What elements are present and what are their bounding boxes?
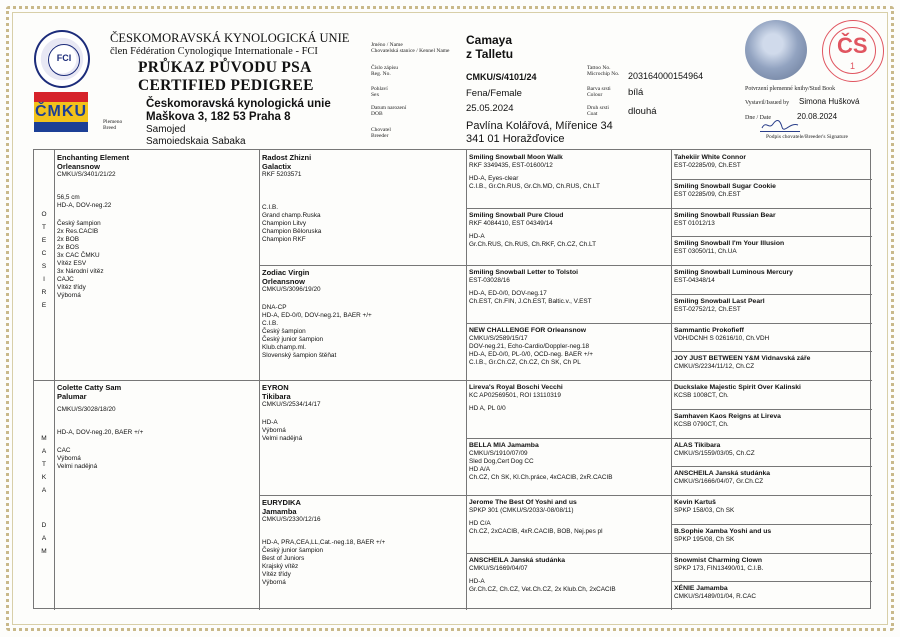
dog-detail-line: 3x CAC ČMKU bbox=[57, 252, 100, 259]
dog-detail-line: CMKU/S/1669/04/07 bbox=[469, 564, 528, 572]
side-letter: D bbox=[41, 522, 47, 529]
dog-name: ALAS Tikibara bbox=[674, 441, 721, 449]
cmku-logo bbox=[34, 92, 88, 132]
breeder-address-1: Pavlína Kolářová, Mířenice 34 bbox=[466, 120, 613, 132]
grid-hline-s15 bbox=[671, 581, 872, 582]
side-letter: O bbox=[41, 211, 47, 218]
dog-detail-line: HD-A, Eyes-clear bbox=[469, 175, 519, 182]
dog-detail-line: Český junior šampion bbox=[262, 547, 324, 554]
issue-date: 20.08.2024 bbox=[797, 112, 838, 121]
coat-value: dlouhá bbox=[628, 106, 657, 117]
dog-detail-line: HD C/A bbox=[469, 520, 491, 527]
side-letter: A bbox=[41, 487, 47, 494]
pedigree-cell bbox=[57, 153, 256, 378]
dog-detail-line: CAC bbox=[57, 447, 71, 454]
grid-hline-q1 bbox=[259, 265, 872, 266]
pedigree-cell bbox=[674, 469, 869, 493]
sex-value: Fena/Female bbox=[466, 88, 522, 99]
dog-detail-line: KCSB 1008CT, Ch. bbox=[674, 392, 729, 399]
dog-detail-line: Výborná bbox=[262, 579, 286, 586]
side-label-father bbox=[34, 208, 54, 312]
breed-label: Plemeno Breed bbox=[103, 119, 123, 131]
side-letter: A bbox=[41, 535, 47, 542]
fci-logo-text: FCI bbox=[56, 53, 72, 63]
grid-hline-e1 bbox=[466, 208, 872, 209]
pedigree-cell bbox=[674, 441, 869, 465]
dog-detail-line: Gr.Ch.CZ, Ch.CZ, Vet.Ch.CZ, 2x Klub.Ch, 2xCACIB bbox=[469, 585, 616, 593]
colour-label: Barva srsti Colour bbox=[587, 86, 611, 98]
dog-detail-line: DOV-neg.21, Echo-Cardio/Doppler-neg.18 bbox=[469, 342, 590, 350]
side-letter: M bbox=[41, 548, 47, 555]
dog-name: Smiling Snowball I'm Your Illusion bbox=[674, 240, 785, 248]
pedigree-cell bbox=[674, 239, 869, 263]
pedigree-cell bbox=[674, 211, 869, 235]
dog-detail-line: Vítěz třídy bbox=[57, 284, 86, 291]
pedigree-cell bbox=[674, 297, 869, 321]
grid-hline-s5 bbox=[671, 294, 872, 295]
title-english: CERTIFIED PEDIGREE bbox=[138, 77, 314, 94]
breed-cz: Samojed bbox=[146, 124, 186, 135]
dog-detail-line: HD-A, ED-0/0, DOV-neg.17 bbox=[469, 290, 547, 297]
dob-value: 25.05.2024 bbox=[466, 103, 514, 114]
dog-name: Colette Catty Sam bbox=[57, 383, 122, 392]
dog-name: Samhaven Kaos Reigns at Lireva bbox=[674, 412, 781, 420]
dog-name: JOY JUST BETWEEN Y&M Vidnavská záře bbox=[674, 355, 811, 363]
side-letter: T bbox=[42, 461, 46, 468]
side-letter: E bbox=[41, 237, 47, 244]
side-letter: C bbox=[41, 250, 47, 257]
pedigree-cell bbox=[674, 326, 869, 350]
issued-label: Vystavil/Issued by bbox=[745, 100, 790, 106]
coat-label: Druh srsti Coat bbox=[587, 105, 609, 117]
pedigree-cell bbox=[469, 556, 668, 609]
dog-detail-line: Ch.CZ, 2xCACIB, 4xR.CACIB, BOB, Nej.pes pl bbox=[469, 528, 603, 535]
dog-detail-line: HD A/A bbox=[469, 465, 490, 473]
dog-detail-line: SPKP 158/03, Ch SK bbox=[674, 507, 735, 514]
cmku-logo-blue-band bbox=[34, 122, 88, 132]
hologram-seal bbox=[745, 20, 807, 80]
pedigree-cell bbox=[674, 354, 869, 378]
dog-name: Enchanting Element bbox=[57, 153, 130, 162]
cmku-logo-text: ČMKU bbox=[35, 103, 87, 120]
dog-detail-line: EST-04348/14 bbox=[674, 277, 715, 284]
studbook-label: Potvrzení plemenné knihy/Stud Book bbox=[745, 86, 836, 92]
side-letter: S bbox=[41, 263, 47, 270]
grid-hline-s11 bbox=[671, 466, 872, 467]
dog-detail-line: HD-A bbox=[262, 419, 278, 426]
dog-kennel: Jamamba bbox=[262, 507, 297, 516]
dog-name: Tahekiir White Connor bbox=[674, 154, 746, 161]
dog-detail-line: CMKU/S/1910/07/09 bbox=[469, 449, 528, 457]
dog-detail-line: Vítěz třídy bbox=[262, 571, 291, 578]
dog-detail-line: Champion Litvy bbox=[262, 220, 307, 227]
dog-name: Lireva's Royal Boschi Vecchi bbox=[469, 384, 563, 391]
dog-detail-line: Gr.Ch.RUS, Ch.RUS, Ch.RKF, Ch.CZ, Ch.LT bbox=[469, 240, 597, 248]
union-address: Maškova 3, 182 53 Praha 8 bbox=[146, 111, 291, 123]
reg-number: CMKU/S/4101/24 bbox=[466, 72, 537, 82]
pedigree-cell bbox=[469, 326, 668, 379]
dog-detail-line: VDH/DCNH S 02616/10, Ch.VDH bbox=[674, 334, 770, 342]
dog-detail-line: C.I.B. bbox=[262, 320, 278, 327]
dog-detail-line: Výborná bbox=[57, 292, 81, 299]
pedigree-cell bbox=[674, 527, 869, 551]
side-letter: I bbox=[43, 276, 45, 283]
dog-name: ANSCHEILA Janská studánka bbox=[469, 556, 566, 564]
dog-detail-line: Vítěz ESV bbox=[57, 260, 87, 267]
pedigree-cell bbox=[674, 153, 869, 177]
dog-detail-line: SPKP 301 (CMKU/S/2033/-08/08/11) bbox=[469, 507, 574, 514]
breed-en: Samoiedskaia Sabaka bbox=[146, 136, 246, 147]
sex-label: Pohlaví Sex bbox=[371, 86, 388, 98]
dog-kennel: Tikibara bbox=[262, 392, 291, 401]
dog-name: Jerome The Best Of Yoshi and us bbox=[469, 499, 577, 506]
pedigree-cell bbox=[469, 441, 668, 494]
dog-detail-line: Champion RKF bbox=[262, 236, 306, 243]
studbook-stamp bbox=[822, 20, 884, 82]
dog-name: EYRON bbox=[262, 383, 289, 392]
stamp-glyph: ČS bbox=[837, 33, 868, 58]
dog-detail-line: SPKP 173, FIN13490/01, C.I.B. bbox=[674, 564, 764, 572]
dog-detail-line: CMKU/S/3028/18/20 bbox=[57, 406, 116, 413]
union-name: Českomoravská kynologická unie bbox=[146, 98, 331, 110]
side-label-mother bbox=[34, 432, 54, 558]
dog-detail-line: C.I.B., Gr.Ch.CZ, Ch.CZ, Ch SK, Ch PL bbox=[469, 358, 581, 366]
dog-detail-line: HD-A, ED-0/0, DOV-neg.21, BAER +/+ bbox=[262, 312, 372, 319]
dog-detail-line: DNA-CP bbox=[262, 304, 287, 311]
grid-hline-s9 bbox=[671, 409, 872, 410]
side-letter: M bbox=[41, 435, 47, 442]
dog-detail-line: 2x Res.CACIB bbox=[57, 228, 99, 235]
tattoo-label: Tattoo No. Microchip No. bbox=[587, 65, 620, 77]
dog-name: Camaya bbox=[466, 33, 513, 47]
dog-detail-line: Ch.CZ, Ch SK, Kl.Ch.práce, 4xCACIB, 2xR.CACIB bbox=[469, 473, 613, 481]
dob-label: Datum narození DOB bbox=[371, 105, 407, 117]
dog-detail-line: Sled Dog,Cert Dog CC bbox=[469, 457, 534, 465]
grid-hline-s7 bbox=[671, 351, 872, 352]
fci-logo bbox=[34, 30, 90, 88]
pedigree-cell bbox=[469, 211, 668, 264]
pedigree-cell bbox=[674, 383, 869, 407]
signature-label: Podpis chovatele/Breeder's Signature bbox=[766, 134, 848, 140]
breeder-address-2: 341 01 Horažďovice bbox=[466, 133, 565, 145]
dog-name: Smiling Snowball Russian Bear bbox=[674, 211, 776, 219]
dog-detail-line: CMKU/S/2589/15/17 bbox=[469, 334, 528, 342]
pedigree-cell bbox=[674, 268, 869, 292]
side-letter: T bbox=[42, 224, 46, 231]
issued-by: Simona Hušková bbox=[799, 97, 860, 106]
side-letter: R bbox=[41, 289, 47, 296]
side-letter: E bbox=[41, 302, 47, 309]
organization-name: ČESKOMORAVSKÁ KYNOLOGICKÁ UNIE bbox=[110, 31, 350, 45]
grid-hline-q3 bbox=[259, 495, 872, 496]
dog-name: Smiling Snowball Letter to Tolstoi bbox=[469, 269, 579, 276]
dog-name: Smiling Snowball Luminous Mercury bbox=[674, 269, 793, 276]
dog-detail-line: RKF 5203571 bbox=[262, 171, 302, 178]
grid-hline-s3 bbox=[671, 236, 872, 237]
grid-hline-s1 bbox=[671, 179, 872, 180]
dog-detail-line: KCSB 0790CT, Ch. bbox=[674, 420, 729, 428]
pedigree-cell bbox=[469, 383, 668, 436]
dog-kennel: Orleansnow bbox=[57, 162, 100, 171]
dog-detail-line: C.I.B., Gr.Ch.RUS, Gr.Ch.MD, Ch.RUS, Ch.LT bbox=[469, 183, 600, 190]
dog-detail-line: Slovenský šampion štěňat bbox=[262, 352, 337, 359]
microchip-number: 203164000154964 bbox=[628, 71, 704, 81]
pedigree-cell bbox=[262, 498, 463, 608]
dog-name: NEW CHALLENGE FOR Orleansnow bbox=[469, 326, 587, 334]
dog-detail-line: EST 03050/11, Ch.UA bbox=[674, 248, 737, 256]
pedigree-cell bbox=[469, 498, 668, 551]
pedigree-cell bbox=[262, 268, 463, 378]
pedigree-cell bbox=[469, 268, 668, 321]
pedigree-cell bbox=[262, 383, 463, 493]
dog-name: Smiling Snowball Moon Walk bbox=[469, 154, 563, 161]
dog-name: Snowmist Charming Clown bbox=[674, 556, 762, 564]
grid-hline-e5 bbox=[466, 438, 872, 439]
dog-detail-line: Výborná bbox=[57, 455, 81, 462]
dog-detail-line: HD A, PL 0/0 bbox=[469, 405, 506, 412]
dog-name: Sammantic Prokofieff bbox=[674, 326, 744, 334]
dog-name: Smiling Snowball Last Pearl bbox=[674, 297, 765, 305]
dog-detail-line: 2x BOB bbox=[57, 236, 80, 243]
dog-detail-line: KC AP02569501, ROI 13110319 bbox=[469, 392, 561, 399]
reg-label: Číslo zápisu Reg. No. bbox=[371, 65, 399, 77]
pedigree-cell bbox=[262, 153, 463, 263]
dog-detail-line: CAJC bbox=[57, 276, 74, 283]
date-label: Dne / Date bbox=[745, 115, 771, 121]
dog-detail-line: Best of Juniors bbox=[262, 555, 305, 562]
dog-detail-line: 2x BOS bbox=[57, 244, 80, 251]
dog-detail-line: CMKU/S/1559/03/05, Ch.CZ bbox=[674, 449, 755, 457]
dog-detail-line: HD-A, ED-0/0, PL-0/0, OCD-neg. BAER +/+ bbox=[469, 350, 593, 358]
dog-kennel: Orleansnow bbox=[262, 277, 305, 286]
dog-detail-line: CMKU/S/3401/21/22 bbox=[57, 171, 116, 178]
pedigree-cell bbox=[674, 182, 869, 206]
dog-name: B.Sophie Xamba Yoshi and us bbox=[674, 527, 772, 535]
dog-name: Radost Zhizni bbox=[262, 153, 312, 162]
colour-value: bílá bbox=[628, 87, 644, 98]
dog-detail-line: EST 02285/09, Ch.EST bbox=[674, 190, 741, 198]
dog-detail-line: CMKU/S/1666/04/07, Gr.Ch.CZ bbox=[674, 478, 764, 486]
signature bbox=[760, 118, 800, 132]
dog-detail-line: CMKU/S/2534/14/17 bbox=[262, 401, 321, 408]
dog-detail-line: Výborná bbox=[262, 427, 286, 434]
pedigree-cell bbox=[469, 153, 668, 206]
dog-name: Kevin Kartuš bbox=[674, 499, 716, 506]
breeder-label: Chovatel Breeder bbox=[371, 127, 391, 139]
dog-name: Smiling Snowball Pure Cloud bbox=[469, 211, 564, 219]
dog-detail-line: Champion Běloruska bbox=[262, 228, 322, 235]
dog-detail-line: HD-A bbox=[469, 577, 485, 585]
dog-name: XÉNIE Jamamba bbox=[674, 585, 728, 593]
dog-name: BELLA MIA Jamamba bbox=[469, 441, 539, 449]
grid-hline-e7 bbox=[466, 553, 872, 554]
dog-name: EURYDIKA bbox=[262, 498, 301, 507]
pedigree-cell bbox=[674, 498, 869, 522]
dog-detail-line: CMKU/S/3096/19/20 bbox=[262, 286, 321, 293]
side-letter: A bbox=[41, 448, 47, 455]
dog-name: Duckslake Majestic Spirit Over Kalinski bbox=[674, 384, 801, 391]
dog-detail-line: 56,5 cm bbox=[57, 194, 80, 201]
pedigree-cell bbox=[674, 412, 869, 436]
dog-detail-line: Velmi nadějná bbox=[57, 463, 98, 470]
dog-detail-line: CMKU/S/2234/11/12, Ch.CZ bbox=[674, 363, 755, 371]
name-label: Jméno / Name Chovatelská stanice / Kennel Name bbox=[371, 42, 450, 54]
dog-name: Zodiac Virgin bbox=[262, 268, 310, 277]
dog-kennel: z Talletu bbox=[466, 47, 514, 61]
dog-detail-line: EST-03028/16 bbox=[469, 277, 510, 284]
dog-detail-line: EST-02752/12, Ch.EST bbox=[674, 305, 741, 313]
dog-name: ANSCHEILA Janská studánka bbox=[674, 470, 771, 478]
dog-name: Smiling Snowball Sugar Cookie bbox=[674, 182, 776, 190]
pedigree-cell bbox=[57, 383, 256, 608]
dog-detail-line: CMKU/S/1489/01/04, R.CAC bbox=[674, 593, 757, 601]
dog-detail-line: Grand champ.Ruska bbox=[262, 212, 321, 219]
fci-membership: člen Fédération Cynologique Internationale - FCI bbox=[110, 46, 318, 57]
pedigree-table bbox=[33, 149, 871, 609]
dog-detail-line: EST 01012/13 bbox=[674, 219, 715, 227]
pedigree-cell bbox=[674, 556, 869, 580]
dog-detail-line: HD-A, DOV-neg.22 bbox=[57, 202, 112, 209]
dog-detail-line: HD-A, PRA,CEA,LL,Cat.-neg.18, BAER +/+ bbox=[262, 539, 386, 546]
pedigree-cell bbox=[674, 584, 869, 608]
dog-detail-line: Český šampion bbox=[57, 220, 101, 227]
side-letter: K bbox=[41, 474, 47, 481]
dog-detail-line: Český junior šampion bbox=[262, 336, 324, 343]
grid-hline-half bbox=[34, 380, 872, 381]
dog-kennel: Galactix bbox=[262, 162, 292, 171]
dog-detail-line: Klub.champ.ml. bbox=[262, 344, 307, 351]
dog-detail-line: Krajský vítěz bbox=[262, 563, 299, 570]
title-czech: PRŮKAZ PŮVODU PSA bbox=[138, 59, 312, 76]
dog-detail-line: HD-A bbox=[469, 232, 485, 240]
dog-detail-line: SPKP 195/08, Ch SK bbox=[674, 535, 735, 543]
grid-hline-s13 bbox=[671, 524, 872, 525]
dog-kennel: Palumar bbox=[57, 392, 87, 401]
dog-detail-line: RKF 4084410, EST 04349/14 bbox=[469, 219, 553, 227]
stamp-number: 1 bbox=[850, 61, 856, 71]
dog-detail-line: Ch.EST, Ch.FIN, J.Ch.EST, Baltic.v., V.EST bbox=[469, 298, 592, 305]
dog-detail-line: EST-02285/09, Ch.EST bbox=[674, 162, 741, 169]
dog-detail-line: C.I.B. bbox=[262, 204, 278, 211]
grid-hline-e3 bbox=[466, 323, 872, 324]
dog-detail-line: 3x Národní vítěz bbox=[57, 268, 104, 275]
dog-detail-line: HD-A, DOV-neg.20, BAER +/+ bbox=[57, 429, 144, 436]
dog-detail-line: Český šampion bbox=[262, 328, 306, 335]
dog-detail-line: CMKU/S/2330/12/16 bbox=[262, 516, 321, 523]
dog-detail-line: Velmi nadějná bbox=[262, 435, 303, 442]
dog-detail-line: RKF 3349435, EST-01600/12 bbox=[469, 162, 553, 169]
cmku-logo-red-band bbox=[34, 92, 88, 102]
